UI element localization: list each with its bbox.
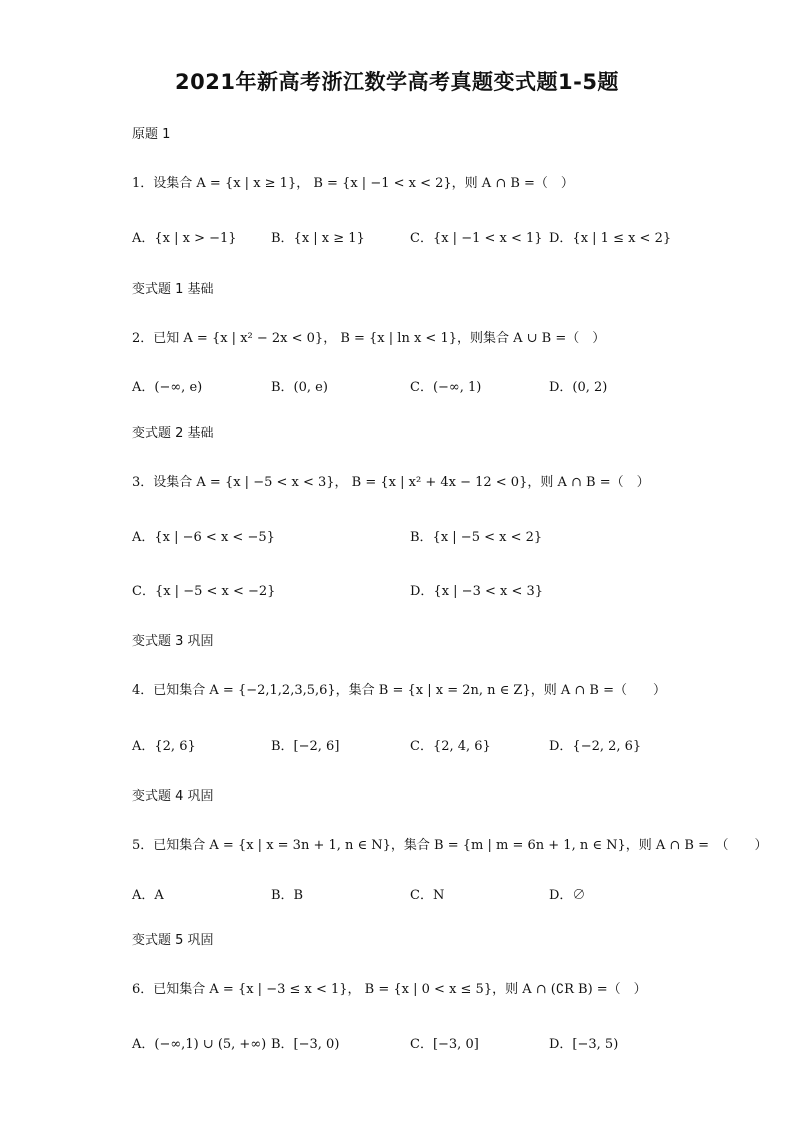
question-1-option-a: A．{x | x > −1} [132,231,237,246]
question-2-option-c: C．(−∞, 1) [410,380,482,395]
document-title: 2021年新高考浙江数学高考真题变式题1-5题 [175,70,619,94]
question-4-option-c: C．{2, 4, 6} [410,739,491,754]
question-6-option-a: A．(−∞,1) ∪ (5, +∞) [132,1037,267,1052]
question-5-option-d: D．∅ [549,888,586,903]
question-6-stem: 6．已知集合 A = {x | −3 ≤ x < 1}， B = {x | 0 < x ≤ 5}，则 A ∩ (∁R B) =（ ） [132,982,647,997]
question-2-stem: 2．已知 A = {x | x² − 2x < 0}， B = {x | ln x < 1}，则集合 A ∪ B =（ ） [132,331,606,346]
section-heading: 原题 1 [132,127,171,142]
question-6-option-b: B．[−3, 0) [271,1037,340,1052]
question-5-option-b: B．B [271,888,304,903]
question-2-option-b: B．(0, e) [271,380,328,395]
question-1-stem: 1．设集合 A = {x | x ≥ 1}， B = {x | −1 < x < 2}，则 A ∩ B =（ ） [132,176,574,191]
question-5-option-c: C．N [410,888,445,903]
question-6-option-c: C．[−3, 0] [410,1037,479,1052]
question-3-option-b: B．{x | −5 < x < 2} [410,530,543,545]
section-heading: 变式题 4 巩固 [132,789,214,804]
question-2-option-a: A．(−∞, e) [132,380,203,395]
section-heading: 变式题 2 基础 [132,426,214,441]
question-3-stem: 3．设集合 A = {x | −5 < x < 3}， B = {x | x² + 4x − 12 < 0}，则 A ∩ B =（ ） [132,475,650,490]
question-1-option-d: D．{x | 1 ≤ x < 2} [549,231,672,246]
section-heading: 变式题 3 巩固 [132,634,214,649]
question-4-stem: 4．已知集合 A = {−2,1,2,3,5,6}，集合 B = {x | x = 2n, n ∈ Z}，则 A ∩ B =（ ） [132,683,666,698]
question-1-option-b: B．{x | x ≥ 1} [271,231,365,246]
question-5-stem: 5．已知集合 A = {x | x = 3n + 1, n ∈ N}，集合 B = {m | m = 6n + 1, n ∈ N}，则 A ∩ B = （ ） [132,838,768,853]
question-6-option-d: D．[−3, 5) [549,1037,619,1052]
question-3-option-c: C．{x | −5 < x < −2} [132,584,276,599]
question-4-option-d: D．{−2, 2, 6} [549,739,642,754]
question-3-option-a: A．{x | −6 < x < −5} [132,530,275,545]
question-4-option-b: B．[−2, 6] [271,739,340,754]
question-5-option-a: A．A [132,888,164,903]
question-4-option-a: A．{2, 6} [132,739,196,754]
question-1-option-c: C．{x | −1 < x < 1} [410,231,543,246]
question-3-option-d: D．{x | −3 < x < 3} [410,584,544,599]
section-heading: 变式题 1 基础 [132,282,214,297]
section-heading: 变式题 5 巩固 [132,933,214,948]
question-2-option-d: D．(0, 2) [549,380,608,395]
